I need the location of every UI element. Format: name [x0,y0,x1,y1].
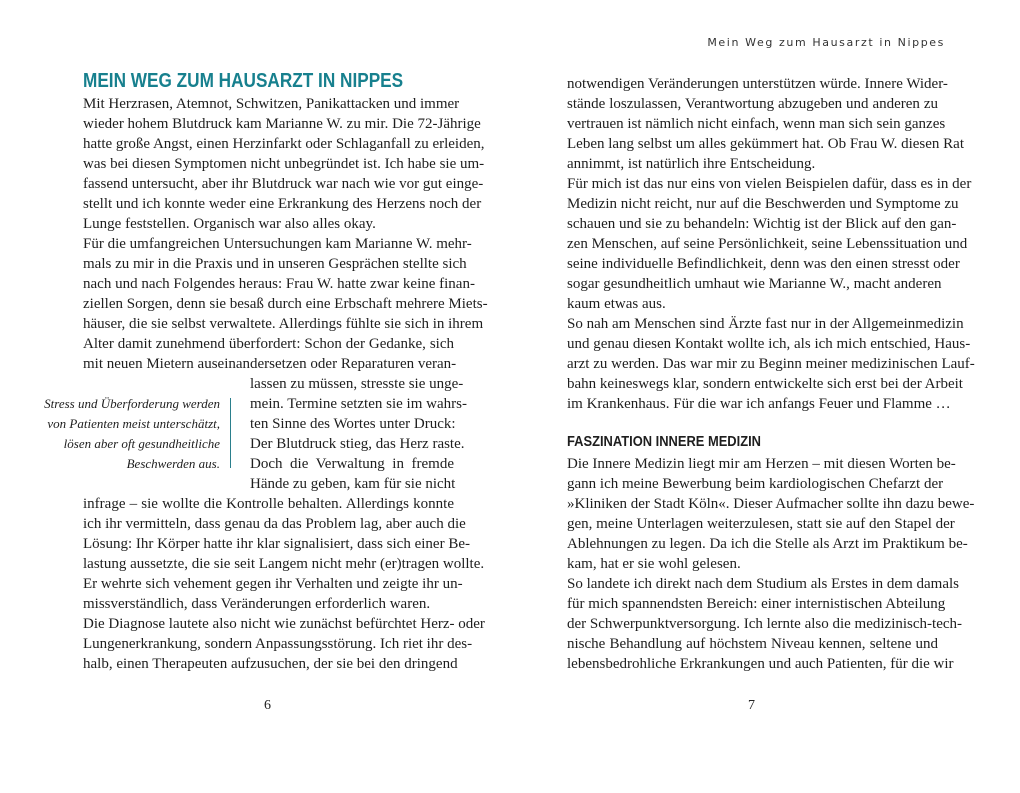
text-line: Ablehnungen zu legen. Da ich die Stelle als Arzt im Praktikum be- [567,536,968,552]
section-heading: FASZINATION INNERE MEDIZIN [567,433,761,450]
text-line: stellt und ich konnte weder eine Erkrankung des Herzens noch der [83,196,482,212]
text-line: und genau diesen Kontakt wollte ich, als ich mich entschied, Haus- [567,336,971,352]
text-line: notwendigen Veränderungen unterstützen würde. Innere Wider- [567,76,948,92]
text-line: ten Sinne des Wortes unter Druck: [250,416,456,432]
text-line: lastung aussetzte, die sie seit Langem nicht mehr (er)tragen wollte. [83,556,485,572]
text-line: mals zu mir in die Praxis und in unseren Gesprächen stellte sich [83,256,467,272]
running-header: Mein Weg zum Hausarzt in Nippes [707,36,945,49]
text-line: Die Innere Medizin liegt mir am Herzen – mit diesen Worten be- [567,456,956,472]
text-line: halb, einen Therapeuten aufzusuchen, der sie bei den dringend [83,656,458,672]
text-line: hatte große Angst, einen Herzinfarkt oder Schlaganfall zu erleiden, [83,136,485,152]
text-line: der Schwerpunktversorgung. Ich lernte also die medizinisch-tech- [567,616,963,632]
text-line: zen Menschen, auf seine Persönlichkeit, seine Lebenssituation und [567,236,968,252]
text-line: wieder hohem Blutdruck kam Marianne W. zu mir. Die 72-Jährige [83,116,481,132]
text-line: So landete ich direkt nach dem Studium als Erstes in dem damals [567,576,959,592]
text-line: häuser, die sie selbst verwaltete. Allerdings fühlte sie sich in ihrem [83,316,484,332]
text-line: vertrauen ist nämlich nicht einfach, wenn man sich sein ganzes [567,116,946,132]
text-line: Leben lang selbst um alles gekümmert hat. Ob Frau W. diesen Rat [567,136,965,152]
text-line: Doch die Verwaltung in fremde [250,456,454,472]
text-line: Lungenerkrankung, sondern Anpassungsstörung. Ich riet ihr des- [83,636,473,652]
text-line: schauen und sie zu behandeln: Wichtig ist der Blick auf den gan- [567,216,957,232]
pull-quote-line: Beschwerden aus. [126,456,220,471]
text-line: Medizin nicht reicht, nur auf die Beschwerden und Symptome zu [567,196,959,212]
pull-quote-line: Stress und Überforderung werden [44,396,220,411]
text-line: nische Behandlung auf höchstem Niveau kennen, seltene und [567,636,938,652]
text-line: ziellen Sorgen, denn sie besaß durch eine Erbschaft mehrere Miets- [83,296,488,312]
text-line: im Krankenhaus. Für die war ich anfangs Feuer und Flamme … [567,396,951,412]
pull-quote-line: von Patienten meist unterschätzt, [47,416,220,431]
text-line: mein. Termine setzten sie im wahrs- [250,396,467,412]
right-page [510,0,1020,793]
text-line: lassen zu müssen, stresste sie unge- [250,376,464,392]
text-line: kaum etwas aus. [567,296,666,312]
text-line: lebensbedrohliche Erkrankungen und auch Patienten, für die wir [567,656,954,672]
pull-quote-rule [230,398,231,468]
text-line: gen, meine Unterlagen weiterzulesen, statt sie auf den Stapel der [567,516,955,532]
text-line: für mich spannendsten Bereich: einer internistischen Abteilung [567,596,946,612]
page-number-right: 7 [748,698,755,713]
text-line: Lunge feststellen. Organisch war also alles okay. [83,216,376,232]
page-number-left: 6 [264,698,271,713]
text-line: sogar gesundheitlich umhaut wie Marianne W., macht anderen [567,276,942,292]
text-line: kam, hat er sie wohl gelesen. [567,556,741,572]
text-line: seine individuelle Befindlichkeit, denn was den einen stresst oder [567,256,960,272]
text-line: annimmt, ist natürlich ihre Entscheidung. [567,156,816,172]
text-line: Lösung: Ihr Körper hatte ihr klar signalisiert, dass sich einer Be- [83,536,470,552]
text-line: Die Diagnose lautete also nicht wie zunächst befürchtet Herz- oder [83,616,485,632]
text-line: So nah am Menschen sind Ärzte fast nur in der Allgemeinmedizin [567,316,964,332]
pull-quote [40,394,220,474]
text-line: missverständlich, dass Veränderungen erforderlich waren. [83,596,431,612]
text-line: ich ihr vermitteln, dass genau da das Problem lag, aber auch die [83,516,466,532]
text-line: bahn keineswegs klar, sondern entwickelte sich erst bei der Arbeit [567,376,963,392]
text-line: Für mich ist das nur eins von vielen Beispielen dafür, dass es in der [567,176,972,192]
text-line: Alter damit zunehmend überfordert: Schon der Gedanke, sich [83,336,454,352]
text-line: Mit Herzrasen, Atemnot, Schwitzen, Panikattacken und immer [83,96,460,112]
text-line: Für die umfangreichen Untersuchungen kam Marianne W. mehr- [83,236,472,252]
text-line: infrage – sie wollte die Kontrolle behalten. Allerdings konnte [83,496,454,512]
text-line: »Kliniken der Stadt Köln«. Dieser Aufmacher sollte ihn dazu bewe- [567,496,975,512]
text-line: stände loszulassen, Verantwortung abzugeben und anderen zu [567,96,938,112]
chapter-title: MEIN WEG ZUM HAUSARZT IN NIPPES [83,70,404,92]
text-line: Hände zu geben, kam für sie nicht [250,476,456,492]
text-line: fassend untersucht, aber ihr Blutdruck war nach wie vor gut einge- [83,176,484,192]
text-line: gann ich meine Bewerbung beim kardiologischen Chefarzt der [567,476,944,492]
text-line: Er wehrte sich vehement gegen ihr Verhalten und zeigte ihr un- [83,576,463,592]
text-line: Der Blutdruck stieg, das Herz raste. [250,436,465,452]
text-line: arzt zu werden. Das war mir zu Beginn meiner medizinischen Lauf- [567,356,975,372]
pull-quote-line: lösen aber oft gesundheitliche [63,436,220,451]
text-line: mit neuen Mietern auseinandersetzen oder Reparaturen veran- [83,356,457,372]
text-line: nach und nach Folgendes heraus: Frau W. hatte zwar keine finan- [83,276,475,292]
text-line: was bei diesen Symptomen nicht unbegründet ist. Ich habe sie um- [83,156,485,172]
